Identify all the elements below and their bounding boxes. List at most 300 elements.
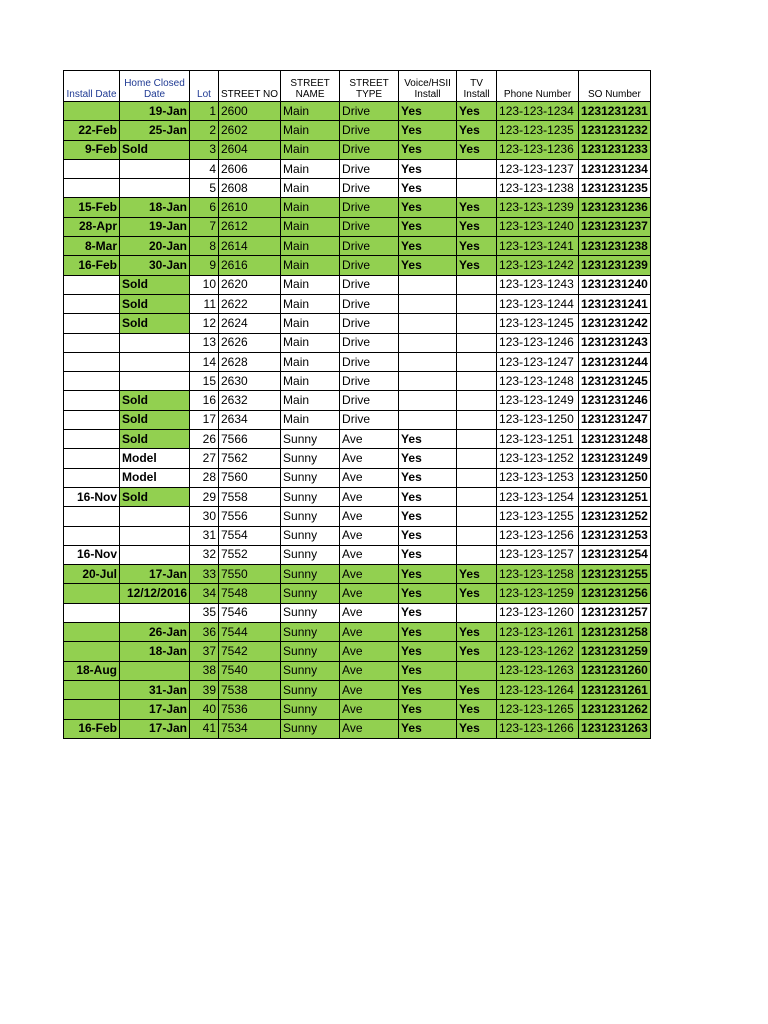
header-street-type[interactable]: STREET TYPE: [340, 71, 399, 102]
cell-voice-install[interactable]: [399, 410, 457, 429]
header-lot[interactable]: Lot: [190, 71, 219, 102]
cell-lot[interactable]: 37: [190, 642, 219, 661]
cell-home-closed[interactable]: 30-Jan: [120, 256, 190, 275]
cell-phone-number[interactable]: 123-123-1254: [497, 487, 579, 506]
cell-tv-install[interactable]: Yes: [457, 700, 497, 719]
cell-phone-number[interactable]: 123-123-1244: [497, 294, 579, 313]
cell-tv-install[interactable]: Yes: [457, 237, 497, 256]
header-tv-install[interactable]: TV Install: [457, 71, 497, 102]
cell-so-number[interactable]: 1231231234: [579, 159, 651, 178]
cell-street-type[interactable]: Drive: [340, 410, 399, 429]
cell-phone-number[interactable]: 123-123-1255: [497, 507, 579, 526]
cell-install-date[interactable]: 16-Nov: [64, 487, 120, 506]
cell-street-name[interactable]: Sunny: [281, 642, 340, 661]
cell-street-type[interactable]: Drive: [340, 159, 399, 178]
cell-phone-number[interactable]: 123-123-1247: [497, 352, 579, 371]
cell-voice-install[interactable]: Yes: [399, 217, 457, 236]
cell-street-name[interactable]: Sunny: [281, 449, 340, 468]
cell-street-type[interactable]: Drive: [340, 275, 399, 294]
cell-home-closed[interactable]: 25-Jan: [120, 121, 190, 140]
cell-phone-number[interactable]: 123-123-1241: [497, 237, 579, 256]
cell-so-number[interactable]: 1231231257: [579, 603, 651, 622]
cell-lot[interactable]: 28: [190, 468, 219, 487]
cell-street-name[interactable]: Sunny: [281, 719, 340, 738]
cell-install-date[interactable]: 16-Feb: [64, 256, 120, 275]
cell-street-name[interactable]: Main: [281, 314, 340, 333]
cell-street-type[interactable]: Ave: [340, 623, 399, 642]
cell-street-no[interactable]: 7544: [219, 623, 281, 642]
cell-voice-install[interactable]: Yes: [399, 642, 457, 661]
cell-phone-number[interactable]: 123-123-1252: [497, 449, 579, 468]
cell-lot[interactable]: 10: [190, 275, 219, 294]
cell-phone-number[interactable]: 123-123-1265: [497, 700, 579, 719]
cell-street-name[interactable]: Main: [281, 372, 340, 391]
cell-lot[interactable]: 13: [190, 333, 219, 352]
cell-street-no[interactable]: 7548: [219, 584, 281, 603]
cell-lot[interactable]: 7: [190, 217, 219, 236]
cell-street-name[interactable]: Sunny: [281, 565, 340, 584]
cell-tv-install[interactable]: Yes: [457, 256, 497, 275]
cell-so-number[interactable]: 1231231248: [579, 430, 651, 449]
cell-install-date[interactable]: [64, 391, 120, 410]
header-street-name[interactable]: STREET NAME: [281, 71, 340, 102]
cell-install-date[interactable]: [64, 700, 120, 719]
cell-home-closed[interactable]: [120, 333, 190, 352]
cell-home-closed[interactable]: Sold: [120, 275, 190, 294]
cell-install-date[interactable]: [64, 584, 120, 603]
cell-tv-install[interactable]: [457, 333, 497, 352]
cell-tv-install[interactable]: Yes: [457, 719, 497, 738]
cell-install-date[interactable]: [64, 468, 120, 487]
cell-install-date[interactable]: 9-Feb: [64, 140, 120, 159]
cell-phone-number[interactable]: 123-123-1238: [497, 179, 579, 198]
cell-install-date[interactable]: 18-Aug: [64, 661, 120, 680]
cell-street-no[interactable]: 7542: [219, 642, 281, 661]
cell-street-type[interactable]: Ave: [340, 565, 399, 584]
cell-phone-number[interactable]: 123-123-1256: [497, 526, 579, 545]
cell-home-closed[interactable]: 17-Jan: [120, 719, 190, 738]
cell-street-type[interactable]: Drive: [340, 121, 399, 140]
cell-so-number[interactable]: 1231231259: [579, 642, 651, 661]
cell-street-no[interactable]: 7540: [219, 661, 281, 680]
cell-phone-number[interactable]: 123-123-1257: [497, 545, 579, 564]
header-street-no[interactable]: STREET NO: [219, 71, 281, 102]
cell-street-type[interactable]: Ave: [340, 642, 399, 661]
cell-street-no[interactable]: 7538: [219, 680, 281, 699]
cell-tv-install[interactable]: Yes: [457, 565, 497, 584]
cell-lot[interactable]: 30: [190, 507, 219, 526]
cell-phone-number[interactable]: 123-123-1249: [497, 391, 579, 410]
cell-street-name[interactable]: Sunny: [281, 468, 340, 487]
cell-so-number[interactable]: 1231231241: [579, 294, 651, 313]
cell-lot[interactable]: 41: [190, 719, 219, 738]
cell-voice-install[interactable]: Yes: [399, 603, 457, 622]
cell-home-closed[interactable]: Sold: [120, 314, 190, 333]
cell-street-type[interactable]: Ave: [340, 700, 399, 719]
cell-phone-number[interactable]: 123-123-1235: [497, 121, 579, 140]
cell-tv-install[interactable]: Yes: [457, 102, 497, 121]
cell-street-no[interactable]: 7558: [219, 487, 281, 506]
cell-install-date[interactable]: [64, 352, 120, 371]
cell-so-number[interactable]: 1231231263: [579, 719, 651, 738]
cell-street-type[interactable]: Ave: [340, 487, 399, 506]
cell-voice-install[interactable]: [399, 275, 457, 294]
cell-tv-install[interactable]: Yes: [457, 121, 497, 140]
cell-tv-install[interactable]: [457, 603, 497, 622]
cell-so-number[interactable]: 1231231242: [579, 314, 651, 333]
cell-phone-number[interactable]: 123-123-1242: [497, 256, 579, 275]
cell-street-no[interactable]: 2628: [219, 352, 281, 371]
cell-so-number[interactable]: 1231231249: [579, 449, 651, 468]
cell-voice-install[interactable]: Yes: [399, 159, 457, 178]
cell-street-no[interactable]: 2600: [219, 102, 281, 121]
cell-phone-number[interactable]: 123-123-1239: [497, 198, 579, 217]
cell-tv-install[interactable]: Yes: [457, 140, 497, 159]
cell-voice-install[interactable]: [399, 294, 457, 313]
cell-voice-install[interactable]: Yes: [399, 584, 457, 603]
cell-phone-number[interactable]: 123-123-1262: [497, 642, 579, 661]
cell-tv-install[interactable]: Yes: [457, 680, 497, 699]
cell-install-date[interactable]: [64, 526, 120, 545]
cell-street-type[interactable]: Drive: [340, 237, 399, 256]
cell-home-closed[interactable]: Sold: [120, 391, 190, 410]
cell-so-number[interactable]: 1231231238: [579, 237, 651, 256]
cell-home-closed[interactable]: 18-Jan: [120, 198, 190, 217]
cell-voice-install[interactable]: Yes: [399, 661, 457, 680]
cell-street-no[interactable]: 2632: [219, 391, 281, 410]
cell-install-date[interactable]: [64, 372, 120, 391]
cell-so-number[interactable]: 1231231253: [579, 526, 651, 545]
cell-street-type[interactable]: Drive: [340, 179, 399, 198]
cell-voice-install[interactable]: Yes: [399, 121, 457, 140]
cell-voice-install[interactable]: Yes: [399, 507, 457, 526]
cell-lot[interactable]: 27: [190, 449, 219, 468]
cell-phone-number[interactable]: 123-123-1250: [497, 410, 579, 429]
cell-tv-install[interactable]: [457, 372, 497, 391]
cell-tv-install[interactable]: [457, 179, 497, 198]
header-voice-install[interactable]: Voice/HSII Install: [399, 71, 457, 102]
cell-street-no[interactable]: 2626: [219, 333, 281, 352]
cell-street-name[interactable]: Main: [281, 256, 340, 275]
cell-home-closed[interactable]: 17-Jan: [120, 565, 190, 584]
cell-street-no[interactable]: 7560: [219, 468, 281, 487]
cell-street-name[interactable]: Main: [281, 121, 340, 140]
cell-street-type[interactable]: Ave: [340, 719, 399, 738]
cell-so-number[interactable]: 1231231233: [579, 140, 651, 159]
cell-home-closed[interactable]: 12/12/2016: [120, 584, 190, 603]
cell-so-number[interactable]: 1231231247: [579, 410, 651, 429]
cell-phone-number[interactable]: 123-123-1258: [497, 565, 579, 584]
cell-so-number[interactable]: 1231231236: [579, 198, 651, 217]
cell-street-type[interactable]: Ave: [340, 545, 399, 564]
cell-street-name[interactable]: Main: [281, 294, 340, 313]
cell-street-no[interactable]: 7536: [219, 700, 281, 719]
cell-street-no[interactable]: 7562: [219, 449, 281, 468]
cell-phone-number[interactable]: 123-123-1259: [497, 584, 579, 603]
cell-tv-install[interactable]: Yes: [457, 584, 497, 603]
cell-home-closed[interactable]: [120, 352, 190, 371]
cell-street-no[interactable]: 7552: [219, 545, 281, 564]
cell-lot[interactable]: 32: [190, 545, 219, 564]
cell-so-number[interactable]: 1231231254: [579, 545, 651, 564]
cell-street-type[interactable]: Ave: [340, 430, 399, 449]
cell-phone-number[interactable]: 123-123-1260: [497, 603, 579, 622]
cell-street-type[interactable]: Ave: [340, 584, 399, 603]
cell-install-date[interactable]: 16-Nov: [64, 545, 120, 564]
cell-voice-install[interactable]: Yes: [399, 623, 457, 642]
cell-street-name[interactable]: Main: [281, 179, 340, 198]
cell-voice-install[interactable]: Yes: [399, 237, 457, 256]
cell-voice-install[interactable]: Yes: [399, 565, 457, 584]
cell-lot[interactable]: 11: [190, 294, 219, 313]
cell-street-no[interactable]: 7566: [219, 430, 281, 449]
cell-tv-install[interactable]: [457, 449, 497, 468]
cell-street-name[interactable]: Main: [281, 140, 340, 159]
header-so-number[interactable]: SO Number: [579, 71, 651, 102]
cell-tv-install[interactable]: [457, 410, 497, 429]
cell-install-date[interactable]: 28-Apr: [64, 217, 120, 236]
cell-street-name[interactable]: Sunny: [281, 526, 340, 545]
cell-home-closed[interactable]: Sold: [120, 430, 190, 449]
cell-phone-number[interactable]: 123-123-1243: [497, 275, 579, 294]
cell-street-type[interactable]: Drive: [340, 256, 399, 275]
cell-home-closed[interactable]: Sold: [120, 140, 190, 159]
cell-voice-install[interactable]: Yes: [399, 700, 457, 719]
cell-lot[interactable]: 29: [190, 487, 219, 506]
cell-install-date[interactable]: [64, 623, 120, 642]
cell-install-date[interactable]: [64, 179, 120, 198]
cell-street-name[interactable]: Main: [281, 102, 340, 121]
cell-street-no[interactable]: 2620: [219, 275, 281, 294]
cell-install-date[interactable]: 22-Feb: [64, 121, 120, 140]
cell-phone-number[interactable]: 123-123-1266: [497, 719, 579, 738]
cell-lot[interactable]: 36: [190, 623, 219, 642]
cell-street-type[interactable]: Drive: [340, 333, 399, 352]
cell-street-name[interactable]: Sunny: [281, 430, 340, 449]
cell-street-type[interactable]: Ave: [340, 603, 399, 622]
cell-tv-install[interactable]: [457, 294, 497, 313]
cell-lot[interactable]: 34: [190, 584, 219, 603]
cell-tv-install[interactable]: [457, 275, 497, 294]
cell-lot[interactable]: 2: [190, 121, 219, 140]
cell-tv-install[interactable]: [457, 391, 497, 410]
cell-street-name[interactable]: Sunny: [281, 661, 340, 680]
cell-voice-install[interactable]: Yes: [399, 179, 457, 198]
cell-street-no[interactable]: 7534: [219, 719, 281, 738]
cell-lot[interactable]: 4: [190, 159, 219, 178]
cell-so-number[interactable]: 1231231244: [579, 352, 651, 371]
cell-voice-install[interactable]: [399, 333, 457, 352]
cell-tv-install[interactable]: [457, 507, 497, 526]
cell-tv-install[interactable]: Yes: [457, 217, 497, 236]
cell-lot[interactable]: 35: [190, 603, 219, 622]
cell-lot[interactable]: 40: [190, 700, 219, 719]
cell-install-date[interactable]: 20-Jul: [64, 565, 120, 584]
cell-phone-number[interactable]: 123-123-1237: [497, 159, 579, 178]
cell-street-type[interactable]: Ave: [340, 507, 399, 526]
cell-street-type[interactable]: Ave: [340, 526, 399, 545]
cell-home-closed[interactable]: [120, 603, 190, 622]
cell-install-date[interactable]: [64, 449, 120, 468]
cell-install-date[interactable]: [64, 159, 120, 178]
cell-street-type[interactable]: Drive: [340, 391, 399, 410]
cell-street-type[interactable]: Drive: [340, 140, 399, 159]
cell-street-name[interactable]: Sunny: [281, 507, 340, 526]
cell-phone-number[interactable]: 123-123-1245: [497, 314, 579, 333]
cell-street-name[interactable]: Sunny: [281, 680, 340, 699]
cell-street-no[interactable]: 2602: [219, 121, 281, 140]
cell-so-number[interactable]: 1231231232: [579, 121, 651, 140]
cell-street-name[interactable]: Sunny: [281, 584, 340, 603]
cell-phone-number[interactable]: 123-123-1264: [497, 680, 579, 699]
cell-street-type[interactable]: Drive: [340, 294, 399, 313]
cell-lot[interactable]: 3: [190, 140, 219, 159]
cell-voice-install[interactable]: [399, 352, 457, 371]
cell-so-number[interactable]: 1231231256: [579, 584, 651, 603]
cell-home-closed[interactable]: [120, 526, 190, 545]
cell-street-no[interactable]: 2610: [219, 198, 281, 217]
cell-tv-install[interactable]: [457, 314, 497, 333]
cell-lot[interactable]: 9: [190, 256, 219, 275]
cell-lot[interactable]: 14: [190, 352, 219, 371]
cell-tv-install[interactable]: Yes: [457, 623, 497, 642]
cell-voice-install[interactable]: [399, 372, 457, 391]
cell-install-date[interactable]: [64, 642, 120, 661]
cell-street-name[interactable]: Main: [281, 391, 340, 410]
cell-install-date[interactable]: 8-Mar: [64, 237, 120, 256]
cell-street-no[interactable]: 2622: [219, 294, 281, 313]
header-install-date[interactable]: Install Date: [64, 71, 120, 102]
cell-so-number[interactable]: 1231231243: [579, 333, 651, 352]
cell-home-closed[interactable]: Model: [120, 449, 190, 468]
cell-install-date[interactable]: [64, 102, 120, 121]
cell-so-number[interactable]: 1231231255: [579, 565, 651, 584]
cell-so-number[interactable]: 1231231239: [579, 256, 651, 275]
cell-phone-number[interactable]: 123-123-1246: [497, 333, 579, 352]
cell-street-name[interactable]: Main: [281, 159, 340, 178]
cell-voice-install[interactable]: Yes: [399, 256, 457, 275]
cell-lot[interactable]: 1: [190, 102, 219, 121]
cell-home-closed[interactable]: Sold: [120, 487, 190, 506]
cell-phone-number[interactable]: 123-123-1251: [497, 430, 579, 449]
cell-tv-install[interactable]: [457, 159, 497, 178]
cell-tv-install[interactable]: [457, 545, 497, 564]
cell-street-no[interactable]: 2614: [219, 237, 281, 256]
cell-lot[interactable]: 12: [190, 314, 219, 333]
cell-voice-install[interactable]: Yes: [399, 102, 457, 121]
cell-home-closed[interactable]: [120, 179, 190, 198]
cell-install-date[interactable]: [64, 603, 120, 622]
cell-home-closed[interactable]: 31-Jan: [120, 680, 190, 699]
cell-so-number[interactable]: 1231231261: [579, 680, 651, 699]
cell-install-date[interactable]: [64, 275, 120, 294]
cell-home-closed[interactable]: 26-Jan: [120, 623, 190, 642]
cell-street-name[interactable]: Main: [281, 333, 340, 352]
cell-phone-number[interactable]: 123-123-1248: [497, 372, 579, 391]
cell-install-date[interactable]: [64, 430, 120, 449]
cell-lot[interactable]: 38: [190, 661, 219, 680]
cell-street-name[interactable]: Sunny: [281, 623, 340, 642]
cell-lot[interactable]: 5: [190, 179, 219, 198]
cell-lot[interactable]: 31: [190, 526, 219, 545]
cell-home-closed[interactable]: Sold: [120, 294, 190, 313]
cell-so-number[interactable]: 1231231231: [579, 102, 651, 121]
cell-voice-install[interactable]: Yes: [399, 198, 457, 217]
cell-phone-number[interactable]: 123-123-1236: [497, 140, 579, 159]
cell-street-no[interactable]: 2606: [219, 159, 281, 178]
cell-home-closed[interactable]: [120, 545, 190, 564]
cell-street-name[interactable]: Main: [281, 352, 340, 371]
cell-street-type[interactable]: Ave: [340, 680, 399, 699]
cell-home-closed[interactable]: Sold: [120, 410, 190, 429]
cell-street-no[interactable]: 2630: [219, 372, 281, 391]
cell-tv-install[interactable]: [457, 352, 497, 371]
cell-voice-install[interactable]: Yes: [399, 487, 457, 506]
cell-phone-number[interactable]: 123-123-1240: [497, 217, 579, 236]
cell-home-closed[interactable]: 19-Jan: [120, 217, 190, 236]
cell-lot[interactable]: 15: [190, 372, 219, 391]
cell-phone-number[interactable]: 123-123-1234: [497, 102, 579, 121]
cell-voice-install[interactable]: Yes: [399, 545, 457, 564]
cell-home-closed[interactable]: 19-Jan: [120, 102, 190, 121]
cell-install-date[interactable]: [64, 333, 120, 352]
cell-phone-number[interactable]: 123-123-1263: [497, 661, 579, 680]
cell-install-date[interactable]: 16-Feb: [64, 719, 120, 738]
cell-lot[interactable]: 26: [190, 430, 219, 449]
cell-install-date[interactable]: [64, 314, 120, 333]
cell-street-no[interactable]: 7546: [219, 603, 281, 622]
cell-tv-install[interactable]: [457, 468, 497, 487]
cell-street-type[interactable]: Drive: [340, 217, 399, 236]
cell-home-closed[interactable]: 18-Jan: [120, 642, 190, 661]
cell-home-closed[interactable]: [120, 372, 190, 391]
cell-home-closed[interactable]: [120, 661, 190, 680]
cell-home-closed[interactable]: 20-Jan: [120, 237, 190, 256]
cell-home-closed[interactable]: [120, 507, 190, 526]
cell-street-name[interactable]: Main: [281, 237, 340, 256]
cell-install-date[interactable]: [64, 507, 120, 526]
cell-voice-install[interactable]: Yes: [399, 526, 457, 545]
cell-street-type[interactable]: Drive: [340, 102, 399, 121]
cell-street-no[interactable]: 7556: [219, 507, 281, 526]
cell-tv-install[interactable]: Yes: [457, 642, 497, 661]
cell-home-closed[interactable]: Model: [120, 468, 190, 487]
cell-phone-number[interactable]: 123-123-1253: [497, 468, 579, 487]
cell-tv-install[interactable]: [457, 430, 497, 449]
cell-tv-install[interactable]: [457, 487, 497, 506]
cell-tv-install[interactable]: [457, 526, 497, 545]
cell-street-no[interactable]: 2612: [219, 217, 281, 236]
cell-so-number[interactable]: 1231231251: [579, 487, 651, 506]
cell-street-name[interactable]: Sunny: [281, 545, 340, 564]
cell-voice-install[interactable]: Yes: [399, 719, 457, 738]
cell-tv-install[interactable]: [457, 661, 497, 680]
cell-home-closed[interactable]: 17-Jan: [120, 700, 190, 719]
cell-street-type[interactable]: Ave: [340, 449, 399, 468]
cell-street-type[interactable]: Ave: [340, 468, 399, 487]
cell-so-number[interactable]: 1231231252: [579, 507, 651, 526]
cell-street-name[interactable]: Sunny: [281, 603, 340, 622]
cell-so-number[interactable]: 1231231246: [579, 391, 651, 410]
cell-install-date[interactable]: [64, 410, 120, 429]
cell-so-number[interactable]: 1231231237: [579, 217, 651, 236]
cell-so-number[interactable]: 1231231250: [579, 468, 651, 487]
cell-home-closed[interactable]: [120, 159, 190, 178]
cell-street-no[interactable]: 2616: [219, 256, 281, 275]
cell-lot[interactable]: 6: [190, 198, 219, 217]
cell-street-name[interactable]: Main: [281, 217, 340, 236]
cell-street-no[interactable]: 2624: [219, 314, 281, 333]
